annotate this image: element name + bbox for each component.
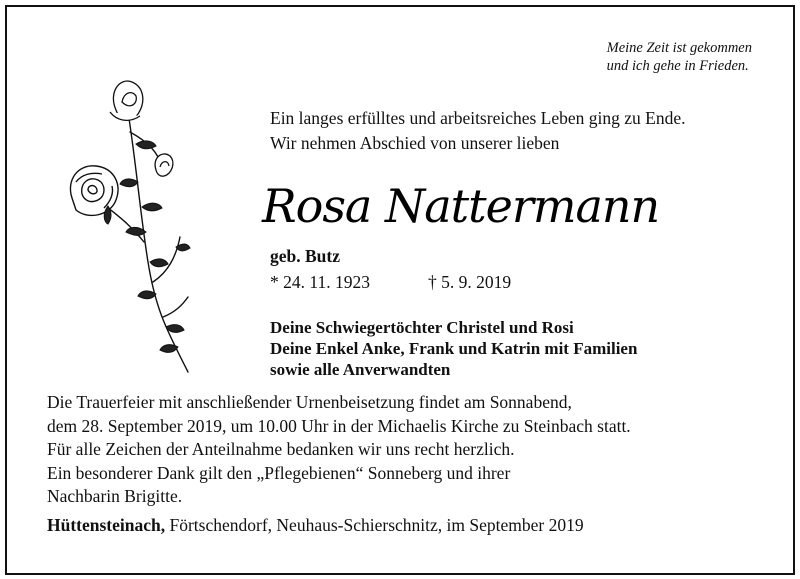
intro-text (270, 106, 685, 156)
body-line: Die Trauerfeier mit anschließender Urnenbeisetzung findet am Sonnabend, (47, 392, 572, 412)
deceased-name: Rosa Nattermann (262, 179, 660, 233)
motto-line: Meine Zeit ist gekommen (606, 40, 752, 56)
leaves (104, 141, 190, 352)
body-line: Für alle Zeichen der Anteilnahme bedanken wir uns recht herzlich. (47, 439, 515, 459)
mourner-line: sowie alle Anverwandten (270, 360, 451, 379)
rose-bud-top (110, 81, 143, 120)
body-line: Nachbarin Brigitte. (47, 486, 183, 506)
rose-bud (155, 154, 173, 176)
rose-flower (70, 166, 118, 216)
intro-line: Wir nehmen Abschied von unserer lieben (270, 133, 560, 153)
rose-illustration (58, 72, 208, 377)
places-and-date (47, 515, 584, 536)
maiden-name: geb. Butz (270, 246, 340, 266)
birth-date: * 24. 11. 1923 (270, 272, 370, 292)
stem (163, 297, 188, 317)
body-line: Ein besonderer Dank gilt den „Pflegebienen“ Sonneberg und ihrer (47, 462, 511, 483)
death-date: † 5. 9. 2019 (428, 272, 512, 292)
motto-line: und ich gehe in Frieden. (606, 58, 749, 74)
service-details (47, 391, 631, 509)
places-rest: Förtschendorf, Neuhaus-Schierschnitz, im September 2019 (165, 515, 584, 535)
mourner-line: Deine Schwiegertöchter Christel und Rosi (270, 318, 574, 337)
mourner-line: Deine Enkel Anke, Frank und Katrin mit Familien (270, 339, 638, 358)
motto (607, 39, 752, 75)
mourners-list (270, 317, 637, 380)
body-line: dem 28. September 2019, um 10.00 Uhr in der Michaelis Kirche zu Steinbach statt. (47, 415, 631, 436)
place-primary: Hüttensteinach, (47, 515, 166, 535)
intro-line: Ein langes erfülltes und arbeitsreiches Leben ging zu Ende. (270, 108, 686, 128)
